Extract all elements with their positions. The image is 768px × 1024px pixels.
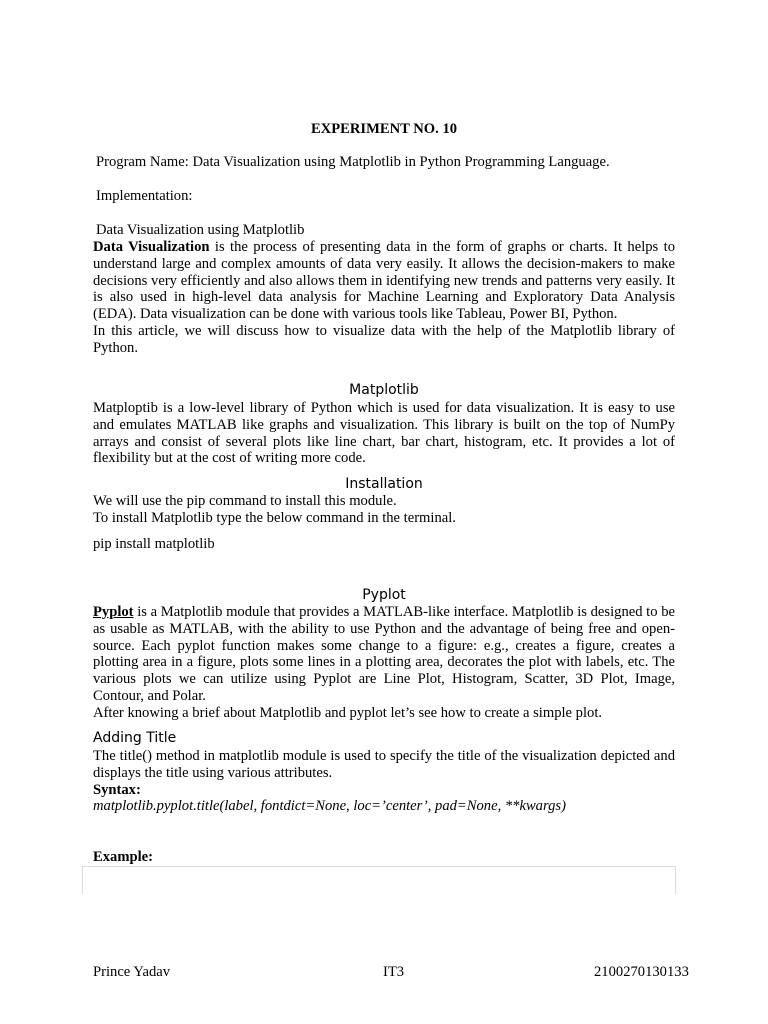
adding-title-section xyxy=(93,748,675,815)
install-command: pip install matplotlib xyxy=(93,536,215,552)
intro-paragraph-text: is the process of presenting data in the form of graphs or charts. It helps to understand large and complex amounts of data very easily. It allows the decision-makers to make decisions very efficiently and also allows them in identifying new trends and patterns very easily. It is also used in high-level data analysis for Machine Learning and Exploratory Data Analysis (EDA). Data visualization can be done with various tools like Tableau, Power BI, Python. xyxy=(93,239,675,323)
installation-line-2: To install Matplotlib type the below command in the terminal. xyxy=(93,509,456,526)
pyplot-paragraph-2: After knowing a brief about Matplotlib and pyplot let’s see how to create a simple plot. xyxy=(93,704,603,721)
installation-text xyxy=(93,493,675,527)
pyplot-heading: Pyplot xyxy=(362,587,406,603)
experiment-title: EXPERIMENT NO. 10 xyxy=(310,121,458,137)
pyplot-paragraph-text: is a Matplotlib module that provides a MATLAB-like interface. Matplotlib is designed to be as usable as MATLAB, with the ability to use Python and the advantage of being free and open-source. Each pyplot function makes some change to a figure: e.g., creates a figure, creates a plotting area in a figure, plots some lines in a plotting area, decorates the plot with labels, etc. The various plots we can utilize using Pyplot are Line Plot, Histogram, Scatter, 3D Plot, Image, Contour, and Polar. xyxy=(93,604,675,704)
syntax-text: matplotlib.pyplot.title(label, fontdict=None, loc=’center’, pad=None, **kwargs) xyxy=(93,798,566,815)
intro-heading: Data Visualization using Matplotlib xyxy=(96,222,305,238)
footer-name: Prince Yadav xyxy=(93,964,171,980)
intro-paragraph-2: In this article, we will discuss how to visualize data with the help of the Matplotlib library of Python. xyxy=(93,322,675,356)
installation-line-1: We will use the pip command to install this module. xyxy=(93,493,397,509)
matplotlib-heading: Matplotlib xyxy=(349,382,419,398)
pyplot-lead-term: Pyplot xyxy=(93,604,134,620)
implementation-label: Implementation: xyxy=(96,188,193,204)
matplotlib-paragraph: Matploptib is a low-level library of Python which is used for data visualization. It is easy to use and emulates MATLAB like graphs and visualization. This library is built on the top of NumPy arrays and consist of several plots like line chart, bar chart, histogram, etc. It provides a lot of flexibility but at the cost of writing more code. xyxy=(93,400,675,467)
pyplot-section xyxy=(93,604,675,722)
adding-title-heading: Adding Title xyxy=(93,730,177,746)
example-label: Example: xyxy=(93,849,153,865)
intro-paragraph xyxy=(93,239,675,323)
adding-title-paragraph: The title() method in matplotlib module is used to specify the title of the visualization depicted and displays the title using various attributes. xyxy=(93,748,675,781)
intro-section xyxy=(93,239,675,357)
pyplot-paragraph xyxy=(93,604,675,705)
syntax-label: Syntax: xyxy=(93,781,141,798)
installation-heading: Installation xyxy=(345,476,423,492)
intro-lead-term: Data Visualization xyxy=(93,239,210,255)
footer-class: IT3 xyxy=(383,964,405,980)
footer-roll-number: 2100270130133 xyxy=(594,964,689,980)
example-code-box xyxy=(82,866,676,894)
program-name: Program Name: Data Visualization using Matplotlib in Python Programming Language. xyxy=(96,154,610,170)
